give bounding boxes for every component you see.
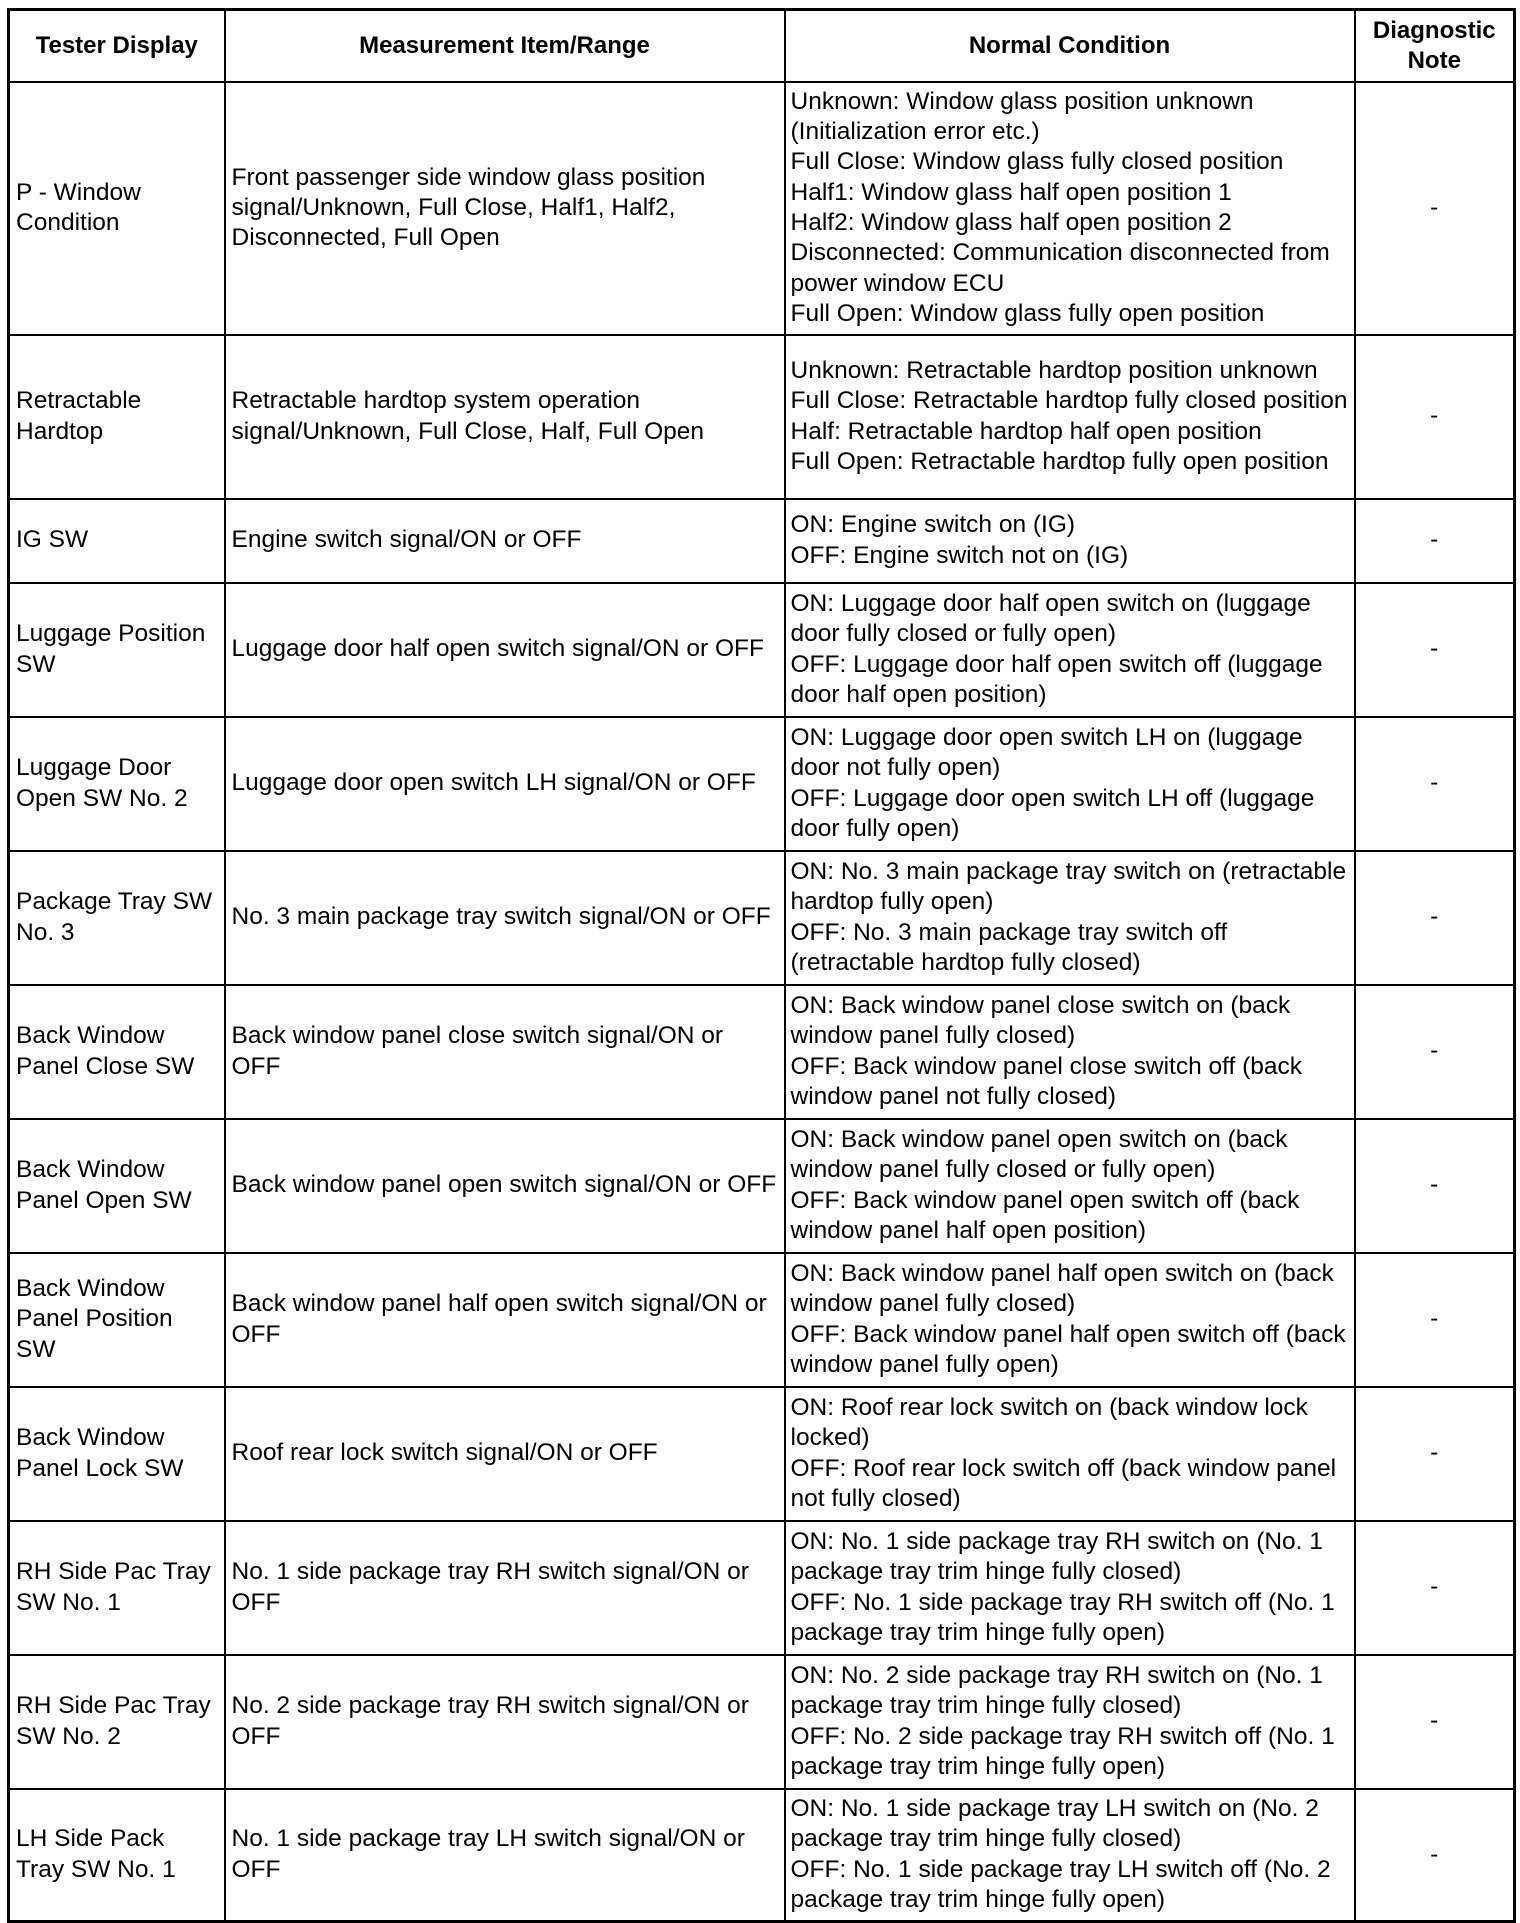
- measurement-cell: Front passenger side window glass position signal/Unknown, Full Close, Half1, Half2, Disconnected, Full Open: [225, 82, 785, 335]
- normal-condition-line: Half: Retractable hardtop half open position: [790, 417, 1262, 445]
- normal-condition-line: Full Close: Retractable hardtop fully closed position: [790, 387, 1348, 415]
- normal-condition-line: ON: Luggage door half open switch on (luggage door fully closed or fully open): [790, 589, 1311, 648]
- table-row: [9, 499, 1515, 583]
- normal-condition-line: ON: Back window panel close switch on (back window panel fully closed): [790, 991, 1291, 1050]
- normal-condition-cell: [785, 1521, 1355, 1655]
- normal-condition-line: Disconnected: Communication disconnected from power window ECU: [790, 239, 1330, 297]
- diagnostic-note-cell: -: [1355, 82, 1515, 335]
- measurement-cell: No. 2 side package tray RH switch signal/ON or OFF: [225, 1655, 785, 1789]
- normal-condition-line: Full Open: Retractable hardtop fully open position: [790, 447, 1329, 475]
- normal-condition-line: ON: Back window panel open switch on (back window panel fully closed or fully open): [790, 1125, 1288, 1184]
- measurement-cell: Back window panel close switch signal/ON or OFF: [225, 985, 785, 1119]
- normal-condition-line: OFF: Luggage door half open switch off (luggage door half open position): [790, 650, 1323, 708]
- measurement-cell: Back window panel open switch signal/ON or OFF: [225, 1119, 785, 1253]
- normal-condition-cell: [785, 851, 1355, 985]
- table-row: [9, 1387, 1515, 1521]
- normal-condition-line: ON: No. 3 main package tray switch on (retractable hardtop fully open): [790, 857, 1347, 916]
- header-measurement-item: Measurement Item/Range: [225, 10, 785, 82]
- normal-condition-line: OFF: Luggage door open switch LH off (luggage door fully open): [790, 784, 1315, 842]
- table-row: [9, 335, 1515, 499]
- header-normal-condition: Normal Condition: [785, 10, 1355, 82]
- diagnostic-note-cell: -: [1355, 985, 1515, 1119]
- table-row: [9, 1655, 1515, 1789]
- normal-condition-cell: [785, 717, 1355, 851]
- tester-display-cell: Back Window Panel Position SW: [9, 1253, 225, 1387]
- measurement-cell: No. 1 side package tray LH switch signal/ON or OFF: [225, 1789, 785, 1922]
- normal-condition-cell: [785, 1119, 1355, 1253]
- normal-condition-line: ON: No. 1 side package tray LH switch on (No. 2 package tray trim hinge fully closed): [790, 1795, 1319, 1853]
- table-row: [9, 82, 1515, 335]
- table-row: [9, 1521, 1515, 1655]
- table-row: [9, 1253, 1515, 1387]
- normal-condition-line: OFF: No. 1 side package tray RH switch off (No. 1 package tray trim hinge fully open): [790, 1588, 1335, 1646]
- normal-condition-cell: [785, 985, 1355, 1119]
- table-row: [9, 851, 1515, 985]
- diagnostic-note-cell: -: [1355, 1253, 1515, 1387]
- diagnostic-note-cell: -: [1355, 1521, 1515, 1655]
- normal-condition-line: ON: No. 2 side package tray RH switch on (No. 1 package tray trim hinge fully closed): [790, 1661, 1323, 1720]
- normal-condition-cell: [785, 583, 1355, 717]
- tester-display-cell: Package Tray SW No. 3: [9, 851, 225, 985]
- tester-display-cell: Luggage Door Open SW No. 2: [9, 717, 225, 851]
- measurement-cell: No. 3 main package tray switch signal/ON or OFF: [225, 851, 785, 985]
- tester-display-cell: RH Side Pac Tray SW No. 1: [9, 1521, 225, 1655]
- tester-display-cell: Back Window Panel Lock SW: [9, 1387, 225, 1521]
- normal-condition-cell: [785, 1387, 1355, 1521]
- normal-condition-line: ON: No. 1 side package tray RH switch on (No. 1 package tray trim hinge fully closed): [790, 1527, 1323, 1586]
- measurement-cell: Retractable hardtop system operation signal/Unknown, Full Close, Half, Full Open: [225, 335, 785, 499]
- diagnostic-note-cell: -: [1355, 1789, 1515, 1922]
- diagnostic-data-table: [7, 8, 1516, 1923]
- normal-condition-cell: [785, 1655, 1355, 1789]
- normal-condition-line: ON: Luggage door open switch LH on (luggage door not fully open): [790, 723, 1303, 782]
- tester-display-cell: Back Window Panel Close SW: [9, 985, 225, 1119]
- header-diagnostic-note: Diagnostic Note: [1355, 10, 1515, 82]
- measurement-cell: Luggage door half open switch signal/ON or OFF: [225, 583, 785, 717]
- normal-condition-line: Half2: Window glass half open position 2: [790, 209, 1232, 236]
- tester-display-cell: IG SW: [9, 499, 225, 583]
- normal-condition-line: OFF: Back window panel close switch off (back window panel not fully closed): [790, 1052, 1303, 1110]
- diagnostic-note-cell: -: [1355, 335, 1515, 499]
- tester-display-cell: Retractable Hardtop: [9, 335, 225, 499]
- tester-display-cell: LH Side Pack Tray SW No. 1: [9, 1789, 225, 1922]
- diagnostic-note-cell: -: [1355, 717, 1515, 851]
- measurement-cell: Engine switch signal/ON or OFF: [225, 499, 785, 583]
- normal-condition-line: Unknown: Window glass position unknown (Initialization error etc.): [790, 87, 1254, 146]
- table-row: [9, 717, 1515, 851]
- normal-condition-line: OFF: No. 3 main package tray switch off (retractable hardtop fully closed): [790, 918, 1228, 976]
- diagnostic-note-cell: -: [1355, 1387, 1515, 1521]
- diagnostic-note-cell: -: [1355, 1119, 1515, 1253]
- normal-condition-line: Unknown: Retractable hardtop position unknown: [790, 356, 1318, 384]
- normal-condition-line: ON: Engine switch on (IG): [790, 511, 1076, 539]
- normal-condition-cell: [785, 335, 1355, 499]
- tester-display-cell: Luggage Position SW: [9, 583, 225, 717]
- normal-condition-cell: [785, 499, 1355, 583]
- diagnostic-note-cell: -: [1355, 583, 1515, 717]
- diagnostic-note-cell: -: [1355, 499, 1515, 583]
- normal-condition-line: Half1: Window glass half open position 1: [790, 178, 1232, 206]
- table-row: [9, 1789, 1515, 1922]
- tester-display-cell: RH Side Pac Tray SW No. 2: [9, 1655, 225, 1789]
- normal-condition-line: ON: Back window panel half open switch on (back window panel fully closed): [790, 1259, 1334, 1318]
- normal-condition-cell: [785, 1253, 1355, 1387]
- normal-condition-line: Full Open: Window glass fully open position: [790, 299, 1265, 327]
- normal-condition-line: OFF: No. 2 side package tray RH switch off (No. 1 package tray trim hinge fully open): [790, 1722, 1335, 1780]
- normal-condition-line: ON: Roof rear lock switch on (back window lock locked): [790, 1393, 1308, 1452]
- table-body: [9, 82, 1515, 1922]
- diagnostic-note-cell: -: [1355, 851, 1515, 985]
- measurement-cell: Roof rear lock switch signal/ON or OFF: [225, 1387, 785, 1521]
- normal-condition-line: OFF: No. 1 side package tray LH switch off (No. 2 package tray trim hinge fully open): [790, 1855, 1331, 1914]
- measurement-cell: Luggage door open switch LH signal/ON or OFF: [225, 717, 785, 851]
- normal-condition-cell: [785, 82, 1355, 335]
- tester-display-cell: P - Window Condition: [9, 82, 225, 335]
- header-tester-display: Tester Display: [9, 10, 225, 82]
- table-row: [9, 1119, 1515, 1253]
- measurement-cell: Back window panel half open switch signal/ON or OFF: [225, 1253, 785, 1387]
- normal-condition-line: OFF: Engine switch not on (IG): [790, 541, 1129, 569]
- tester-display-cell: Back Window Panel Open SW: [9, 1119, 225, 1253]
- normal-condition-line: Full Close: Window glass fully closed position: [790, 148, 1284, 176]
- table-header-row: [9, 10, 1515, 82]
- normal-condition-cell: [785, 1789, 1355, 1922]
- diagnostic-note-cell: -: [1355, 1655, 1515, 1789]
- normal-condition-line: OFF: Back window panel half open switch off (back window panel fully open): [790, 1320, 1346, 1378]
- normal-condition-line: OFF: Roof rear lock switch off (back window panel not fully closed): [790, 1454, 1337, 1512]
- measurement-cell: No. 1 side package tray RH switch signal/ON or OFF: [225, 1521, 785, 1655]
- table-row: [9, 985, 1515, 1119]
- normal-condition-line: OFF: Back window panel open switch off (back window panel half open position): [790, 1186, 1300, 1244]
- table-row: [9, 583, 1515, 717]
